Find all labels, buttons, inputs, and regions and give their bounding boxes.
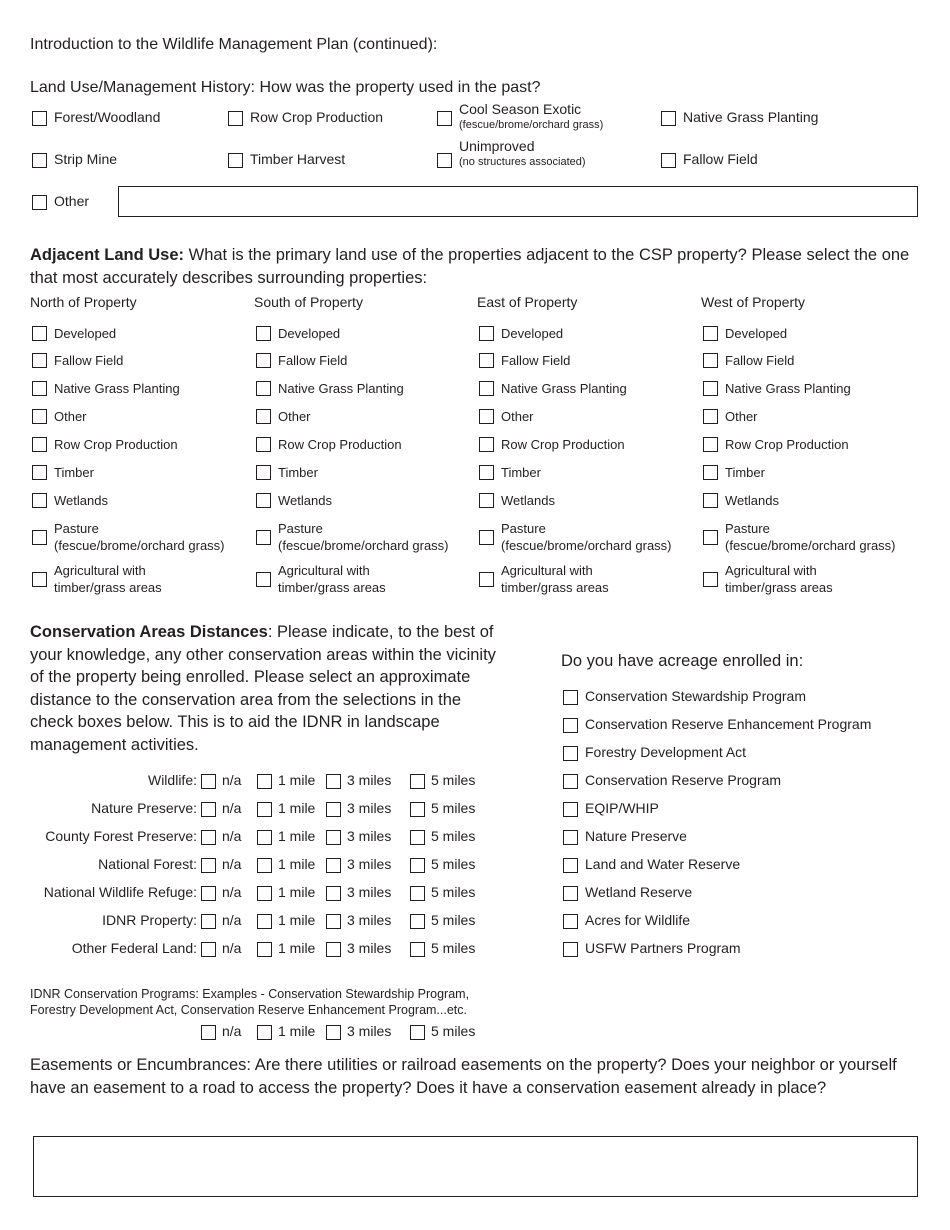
distance-checkbox-na[interactable] (201, 802, 216, 817)
distance-label-3-miles: 3 miles (347, 772, 392, 788)
history-label-unimproved-main: Unimproved (459, 138, 535, 154)
distance-label-5-miles: 5 miles (431, 856, 476, 872)
adjacent-label-north: Developed (54, 326, 117, 341)
history-label-fallow-field: Fallow Field (683, 151, 758, 167)
adjacent-checkbox-south[interactable] (256, 572, 271, 587)
adjacent-label-south: Fallow Field (278, 353, 348, 368)
history-checkbox-other[interactable] (32, 195, 47, 210)
history-checkbox-cool-season[interactable] (437, 111, 452, 126)
adjacent-checkbox-north[interactable] (32, 437, 47, 452)
adjacent-label-west: Row Crop Production (725, 437, 849, 452)
distance-row-label: Wildlife: (147, 772, 197, 788)
adjacent-checkbox-east[interactable] (479, 381, 494, 396)
adjacent-checkbox-east[interactable] (479, 353, 494, 368)
distance-checkbox-3-miles[interactable] (326, 774, 341, 789)
adjacent-label-east: Fallow Field (501, 353, 571, 368)
distance-checkbox-1-mile[interactable] (257, 802, 272, 817)
adjacent-heading: Adjacent Land Use: (30, 246, 185, 264)
adjacent-label-north: Fallow Field (54, 353, 124, 368)
adjacent-label-south: Developed (278, 326, 341, 341)
adjacent-label-east: Wetlands (501, 493, 555, 508)
adjacent-checkbox-north[interactable] (32, 530, 47, 545)
distance-checkbox-5-miles[interactable] (410, 858, 425, 873)
adjacent-label-east: Row Crop Production (501, 437, 625, 452)
adjacent-label-south: Native Grass Planting (278, 381, 404, 396)
adjacent-checkbox-west[interactable] (703, 530, 718, 545)
adjacent-checkbox-west[interactable] (703, 465, 718, 480)
adjacent-label-east: Native Grass Planting (501, 381, 627, 396)
adjacent-label-line1: Agricultural with (54, 563, 146, 578)
program-label: Conservation Reserve Program (585, 772, 782, 788)
distance-label-3-miles: 3 miles (347, 884, 392, 900)
distance-row-label: Nature Preserve: (91, 800, 197, 816)
distance-label-5-miles: 5 miles (431, 940, 476, 956)
distance-checkbox-na[interactable] (201, 886, 216, 901)
adjacent-checkbox-east[interactable] (479, 437, 494, 452)
distance-row-label: National Forest: (98, 856, 197, 872)
distance-label-5-miles: 5 miles (431, 912, 476, 928)
direction-west: West of Property (701, 294, 806, 310)
program-checkbox[interactable] (563, 774, 578, 789)
adjacent-checkbox-east[interactable] (479, 572, 494, 587)
adjacent-checkbox-north[interactable] (32, 465, 47, 480)
conservation-heading: Conservation Areas Distances (30, 623, 268, 641)
adjacent-label-west: Fallow Field (725, 353, 795, 368)
history-label-row-crop: Row Crop Production (250, 109, 384, 125)
distance-checkbox-3-miles[interactable] (326, 830, 341, 845)
adjacent-label-west: Developed (725, 326, 788, 341)
adjacent-label-north: Row Crop Production (54, 437, 178, 452)
adjacent-label-line1: Pasture (501, 521, 546, 536)
program-label: Forestry Development Act (585, 744, 747, 760)
distance-checkbox-5-miles[interactable] (410, 802, 425, 817)
history-label-unimproved-sub: (no structures associated) (459, 156, 586, 168)
adjacent-checkbox-south[interactable] (256, 530, 271, 545)
adjacent-label-line2: (fescue/brome/orchard grass) (54, 538, 225, 553)
history-checkbox-timber-harvest[interactable] (228, 153, 243, 168)
distance-label-1-mile: 1 mile (278, 1023, 316, 1039)
distance-label-3-miles: 3 miles (347, 828, 392, 844)
program-checkbox[interactable] (563, 858, 578, 873)
program-checkbox[interactable] (563, 886, 578, 901)
adjacent-label-line2: timber/grass areas (54, 580, 162, 595)
adjacent-label-west: Native Grass Planting (725, 381, 851, 396)
program-label: EQIP/WHIP (585, 800, 659, 816)
distance-row-label: County Forest Preserve: (45, 828, 197, 844)
distance-checkbox-na[interactable] (201, 942, 216, 957)
adjacent-checkbox-east[interactable] (479, 493, 494, 508)
program-checkbox[interactable] (563, 718, 578, 733)
distance-checkbox-1-mile[interactable] (257, 942, 272, 957)
distance-label-1-mile: 1 mile (278, 884, 316, 900)
history-other-input[interactable] (118, 186, 918, 217)
adjacent-label-south (278, 520, 449, 554)
distance-row-label: Other Federal Land: (71, 940, 197, 956)
direction-north: North of Property (30, 294, 137, 310)
program-checkbox[interactable] (563, 942, 578, 957)
adjacent-checkbox-west[interactable] (703, 353, 718, 368)
distance-checkbox-5-miles[interactable] (410, 942, 425, 957)
distance-label-na: n/a (222, 800, 242, 816)
distance-row-label: IDNR Property: (102, 912, 197, 928)
adjacent-label-west: Wetlands (725, 493, 779, 508)
page-title: Introduction to the Wildlife Management Plan (continued): (30, 36, 438, 53)
distance-checkbox-3-miles[interactable] (326, 858, 341, 873)
program-checkbox[interactable] (563, 802, 578, 817)
history-label-strip-mine: Strip Mine (54, 151, 118, 167)
adjacent-label-line2: timber/grass areas (501, 580, 609, 595)
program-label: Acres for Wildlife (585, 912, 691, 928)
distance-checkbox-3-miles[interactable] (326, 942, 341, 957)
easements-question: Easements or Encumbrances: Are there utilities or railroad easements on the property? Does your neighbor or yourself have an easement to a road to access the property? Does it have a conservation easement already in place? (30, 1056, 897, 1097)
distance-label-1-mile: 1 mile (278, 912, 316, 928)
program-label: Conservation Stewardship Program (585, 688, 806, 704)
distance-checkbox-na[interactable] (201, 914, 216, 929)
history-label-forest: Forest/Woodland (54, 109, 161, 125)
distance-label-na: n/a (222, 772, 242, 788)
distance-checkbox-5-miles[interactable] (410, 1025, 425, 1040)
history-label-native-grass: Native Grass Planting (683, 109, 819, 125)
adjacent-label-north: Other (54, 409, 87, 424)
distance-checkbox-na[interactable] (201, 1025, 216, 1040)
adjacent-checkbox-north[interactable] (32, 409, 47, 424)
adjacent-checkbox-west[interactable] (703, 326, 718, 341)
program-label: USFW Partners Program (585, 940, 741, 956)
adjacent-label-south: Timber (278, 465, 318, 480)
distance-label-5-miles: 5 miles (431, 772, 476, 788)
adjacent-label-east: Other (501, 409, 534, 424)
adjacent-label-line2: (fescue/brome/orchard grass) (725, 538, 896, 553)
distance-checkbox-3-miles[interactable] (326, 802, 341, 817)
adjacent-checkbox-south[interactable] (256, 493, 271, 508)
adjacent-label-east: Timber (501, 465, 541, 480)
distance-checkbox-1-mile[interactable] (257, 1025, 272, 1040)
distance-label-3-miles: 3 miles (347, 856, 392, 872)
adjacent-checkbox-west[interactable] (703, 381, 718, 396)
history-label-timber-harvest: Timber Harvest (250, 151, 346, 167)
adjacent-checkbox-west[interactable] (703, 437, 718, 452)
distance-checkbox-3-miles[interactable] (326, 886, 341, 901)
distance-label-na: n/a (222, 1023, 242, 1039)
adjacent-label-line2: (fescue/brome/orchard grass) (501, 538, 672, 553)
distance-checkbox-5-miles[interactable] (410, 830, 425, 845)
distance-checkbox-na[interactable] (201, 830, 216, 845)
distance-label-1-mile: 1 mile (278, 856, 316, 872)
distance-label-5-miles: 5 miles (431, 800, 476, 816)
adjacent-checkbox-west[interactable] (703, 409, 718, 424)
adjacent-checkbox-east[interactable] (479, 465, 494, 480)
program-label: Wetland Reserve (585, 884, 693, 900)
program-checkbox[interactable] (563, 914, 578, 929)
distance-label-3-miles: 3 miles (347, 800, 392, 816)
history-checkbox-unimproved[interactable] (437, 153, 452, 168)
distance-checkbox-1-mile[interactable] (257, 914, 272, 929)
distance-checkbox-5-miles[interactable] (410, 774, 425, 789)
adjacent-checkbox-east[interactable] (479, 409, 494, 424)
adjacent-checkbox-west[interactable] (703, 493, 718, 508)
conservation-text: : Please indicate, to the best of your knowledge, any other conservation areas within the vicinity of the property being enrolled. Please select an approximate distance to the conservation area from the selections in the check boxes below. This is to aid the IDNR in landscape management activities. (30, 623, 496, 754)
program-checkbox[interactable] (563, 690, 578, 705)
distance-checkbox-na[interactable] (201, 858, 216, 873)
program-label: Land and Water Reserve (585, 856, 741, 872)
adjacent-checkbox-east[interactable] (479, 530, 494, 545)
history-checkbox-forest[interactable] (32, 111, 47, 126)
program-label: Conservation Reserve Enhancement Program (585, 716, 872, 732)
distance-label-3-miles: 3 miles (347, 1023, 392, 1039)
distance-checkbox-5-miles[interactable] (410, 914, 425, 929)
distance-label-5-miles: 5 miles (431, 1023, 476, 1039)
adjacent-checkbox-north[interactable] (32, 493, 47, 508)
distance-label-3-miles: 3 miles (347, 940, 392, 956)
program-checkbox[interactable] (563, 746, 578, 761)
adjacent-checkbox-south[interactable] (256, 326, 271, 341)
history-checkbox-row-crop[interactable] (228, 111, 243, 126)
direction-south: South of Property (254, 294, 363, 310)
distance-label-na: n/a (222, 884, 242, 900)
adjacent-label-north: Native Grass Planting (54, 381, 180, 396)
adjacent-label-east (501, 562, 609, 596)
distance-label-1-mile: 1 mile (278, 772, 316, 788)
adjacent-question: What is the primary land use of the properties adjacent to the CSP property? Please select the one that most accurately describes surrounding properties: (30, 246, 910, 287)
adjacent-checkbox-south[interactable] (256, 465, 271, 480)
adjacent-paragraph (30, 244, 925, 289)
adjacent-label-line1: Pasture (54, 521, 99, 536)
history-checkbox-strip-mine[interactable] (32, 153, 47, 168)
distance-checkbox-1-mile[interactable] (257, 858, 272, 873)
distance-checkbox-5-miles[interactable] (410, 886, 425, 901)
adjacent-checkbox-east[interactable] (479, 326, 494, 341)
history-label-other: Other (54, 193, 90, 209)
distance-checkbox-1-mile[interactable] (257, 830, 272, 845)
history-label-cool-season-main: Cool Season Exotic (459, 101, 582, 117)
distance-checkbox-1-mile[interactable] (257, 774, 272, 789)
history-checkbox-fallow-field[interactable] (661, 153, 676, 168)
distance-label-1-mile: 1 mile (278, 828, 316, 844)
adjacent-label-west: Other (725, 409, 758, 424)
program-checkbox[interactable] (563, 830, 578, 845)
distance-label-na: n/a (222, 856, 242, 872)
adjacent-checkbox-west[interactable] (703, 572, 718, 587)
adjacent-label-east: Developed (501, 326, 564, 341)
adjacent-label-north: Timber (54, 465, 94, 480)
adjacent-checkbox-south[interactable] (256, 353, 271, 368)
adjacent-checkbox-north[interactable] (32, 381, 47, 396)
history-label-cool-season (459, 101, 603, 132)
adjacent-label-line2: timber/grass areas (725, 580, 833, 595)
adjacent-checkbox-north[interactable] (32, 353, 47, 368)
adjacent-checkbox-north[interactable] (32, 326, 47, 341)
adjacent-label-south: Other (278, 409, 311, 424)
adjacent-checkbox-south[interactable] (256, 381, 271, 396)
adjacent-label-line1: Pasture (278, 521, 323, 536)
adjacent-label-west (725, 520, 896, 554)
distance-label-1-mile: 1 mile (278, 800, 316, 816)
program-label: Nature Preserve (585, 828, 687, 844)
adjacent-label-south: Row Crop Production (278, 437, 402, 452)
distance-label-5-miles: 5 miles (431, 884, 476, 900)
adjacent-label-line2: timber/grass areas (278, 580, 386, 595)
idnr-note-line2: Forestry Development Act, Conservation Reserve Enhancement Program...etc. (30, 1003, 467, 1017)
distance-checkbox-1-mile[interactable] (257, 886, 272, 901)
history-label-cool-season-sub: (fescue/brome/orchard grass) (459, 119, 604, 131)
adjacent-checkbox-north[interactable] (32, 572, 47, 587)
distance-label-5-miles: 5 miles (431, 828, 476, 844)
adjacent-label-west: Timber (725, 465, 765, 480)
conservation-paragraph (30, 621, 500, 756)
adjacent-label-line1: Agricultural with (501, 563, 593, 578)
adjacent-label-line2: (fescue/brome/orchard grass) (278, 538, 449, 553)
history-question: Land Use/Management History: How was the property used in the past? (30, 79, 541, 96)
adjacent-label-north (54, 562, 162, 596)
distance-checkbox-3-miles[interactable] (326, 1025, 341, 1040)
adjacent-label-west (725, 562, 833, 596)
adjacent-label-line1: Pasture (725, 521, 770, 536)
adjacent-label-south: Wetlands (278, 493, 332, 508)
distance-label-na: n/a (222, 828, 242, 844)
adjacent-checkbox-south[interactable] (256, 437, 271, 452)
distance-row-label: National Wildlife Refuge: (43, 884, 197, 900)
adjacent-label-south (278, 562, 386, 596)
distance-checkbox-3-miles[interactable] (326, 914, 341, 929)
history-label-unimproved (459, 138, 586, 169)
adjacent-checkbox-south[interactable] (256, 409, 271, 424)
adjacent-label-north (54, 520, 225, 554)
distance-checkbox-na[interactable] (201, 774, 216, 789)
idnr-note-line1: IDNR Conservation Programs: Examples - Conservation Stewardship Program, (30, 987, 470, 1001)
distance-label-3-miles: 3 miles (347, 912, 392, 928)
adjacent-label-east (501, 520, 672, 554)
adjacent-label-line1: Agricultural with (725, 563, 817, 578)
direction-east: East of Property (477, 294, 578, 310)
distance-label-na: n/a (222, 912, 242, 928)
history-checkbox-native-grass[interactable] (661, 111, 676, 126)
adjacent-label-line1: Agricultural with (278, 563, 370, 578)
distance-label-na: n/a (222, 940, 242, 956)
easements-input[interactable] (33, 1136, 918, 1197)
adjacent-label-north: Wetlands (54, 493, 108, 508)
programs-question: Do you have acreage enrolled in: (561, 652, 804, 670)
distance-label-1-mile: 1 mile (278, 940, 316, 956)
